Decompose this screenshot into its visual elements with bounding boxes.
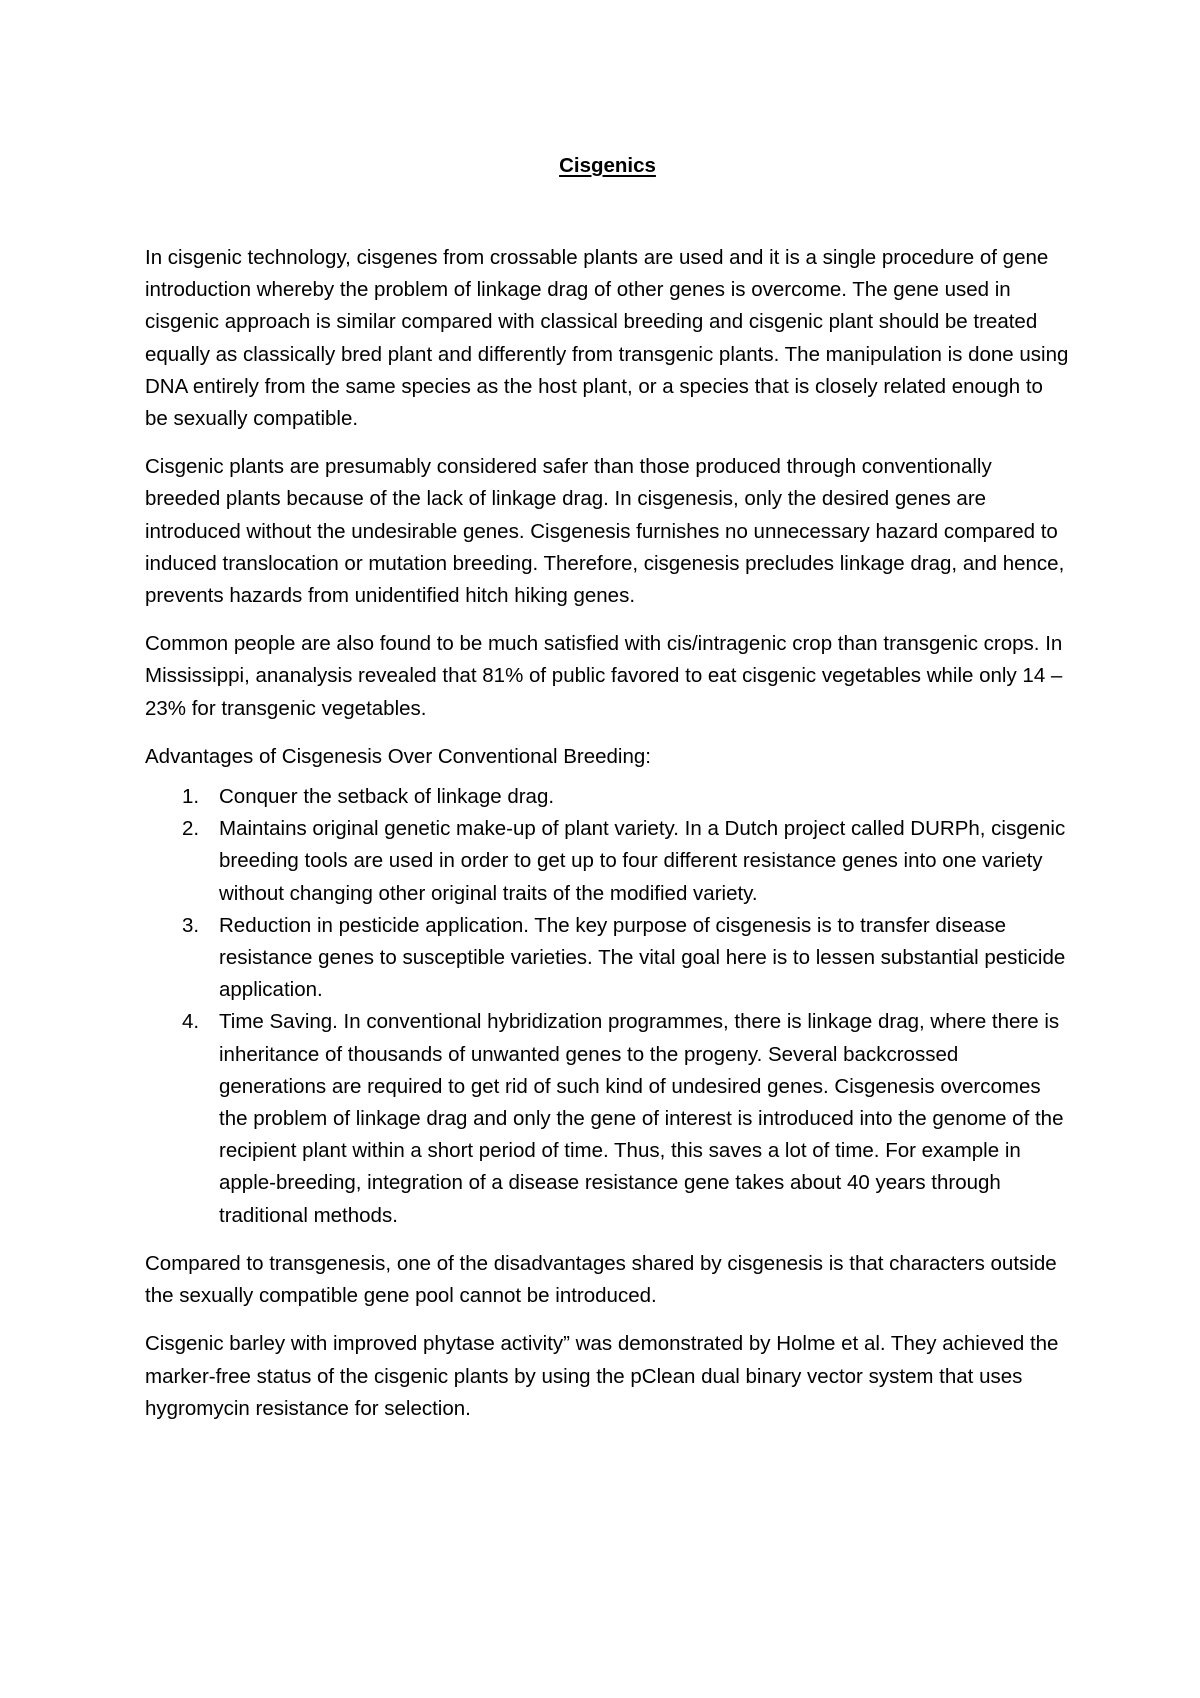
document-body bbox=[145, 150, 1070, 1425]
paragraph-cisgenic-barley: Cisgenic barley with improved phytase activity” was demonstrated by Holme et al. They achieved the marker-free status of the cisgenic plants by using the pClean dual binary vector system that uses hygromycin resistance for selection. bbox=[145, 1332, 1059, 1420]
list-item-text: Time Saving. In conventional hybridization programmes, there is linkage drag, where there is inheritance of thousands of unwanted genes to the progeny. Several backcrossed generations are required to get rid of such kind of undesired genes. Cisgenesis overcomes the problem of linkage drag and only the gene of interest is introduced into the genome of the recipient plant within a short period of time. Thus, this saves a lot of time. For example in apple-breeding, integration of a disease resistance gene takes about 40 years through traditional methods. bbox=[219, 1010, 1064, 1227]
list-item-text: Conquer the setback of linkage drag. bbox=[219, 785, 555, 809]
list-item-text: Reduction in pesticide application. The key purpose of cisgenesis is to transfer disease resistance genes to susceptible varieties. The vital goal here is to lessen substantial pesticide application. bbox=[219, 913, 1066, 1002]
list-item-number: 1. bbox=[182, 785, 200, 809]
list-item bbox=[182, 1006, 1070, 1231]
list-item bbox=[182, 813, 1070, 910]
paragraph-cisgenic-technology: In cisgenic technology, cisgenes from crossable plants are used and it is a single procedure of gene introduction whereby the problem of linkage drag of other genes is overcome. The gene used in cisgenic approach is similar compared with classical breeding and cisgenic plant should be treated equally as classically bred plant and differently from transgenic plants. The manipulation is done using DNA entirely from the same species as the host plant, or a species that is closely related enough to be sexually compatible. bbox=[145, 246, 1069, 431]
paragraph-disadvantages: Compared to transgenesis, one of the disadvantages shared by cisgenesis is that characters outside the sexually compatible gene pool cannot be introduced. bbox=[145, 1251, 1057, 1308]
document-title: Cisgenics bbox=[559, 154, 656, 177]
paragraph-safety: Cisgenic plants are presumably considered safer than those produced through conventionally breeded plants because of the lack of linkage drag. In cisgenesis, only the desired genes are introduced without the undesirable genes. Cisgenesis furnishes no unnecessary hazard compared to induced translocation or mutation breeding. Therefore, cisgenesis precludes linkage drag, and hence, prevents hazards from unidentified hitch hiking genes. bbox=[145, 455, 1065, 608]
advantages-heading: Advantages of Cisgenesis Over Conventional Breeding: bbox=[145, 744, 651, 768]
list-item-number: 3. bbox=[182, 913, 200, 937]
list-item-number: 4. bbox=[182, 1010, 200, 1034]
list-item bbox=[182, 910, 1070, 1007]
list-item bbox=[182, 781, 1070, 813]
list-item-text: Maintains original genetic make-up of plant variety. In a Dutch project called DURPh, cisgenic breeding tools are used in order to get up to four different resistance genes into one variety without changing other original traits of the modified variety. bbox=[219, 817, 1066, 905]
list-item-number: 2. bbox=[182, 817, 200, 841]
advantages-list bbox=[145, 781, 1070, 1232]
paragraph-public-opinion: Common people are also found to be much satisfied with cis/intragenic crop than transgenic crops. In Mississippi, ananalysis revealed that 81% of public favored to eat cisgenic vegetables while only 14 – 23% for transgenic vegetables. bbox=[145, 632, 1063, 720]
